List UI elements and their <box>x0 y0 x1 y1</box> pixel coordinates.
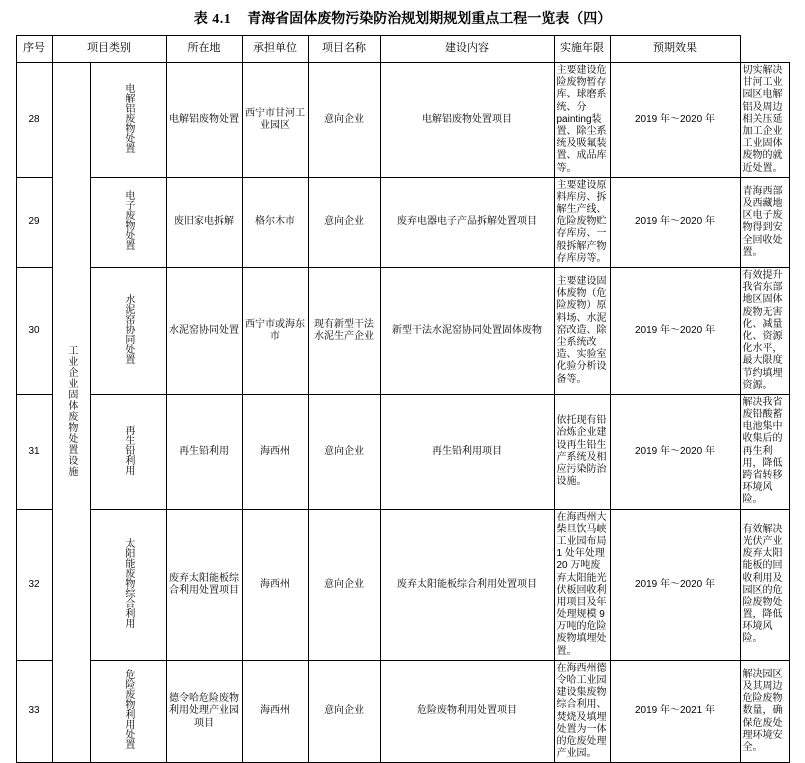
cell-unit: 意向企业 <box>308 177 380 267</box>
cell-unit: 意向企业 <box>308 394 380 509</box>
cell-seq: 33 <box>16 660 52 763</box>
cell-effect: 青海西部及西藏地区电子废物得到安全回收处置。 <box>740 177 789 267</box>
cell-period: 2019 年～2020 年 <box>610 63 740 178</box>
header-period: 实施年限 <box>554 36 610 63</box>
cell-location: 海西州 <box>242 394 308 509</box>
cell-effect: 解决我省废铅酸蓄电池集中收集后的再生利用，降低跨省转移环境风险。 <box>740 394 789 509</box>
table-title: 青海省固体废物污染防治规划期规划重点工程一览表（四） <box>247 10 612 26</box>
cell-subcategory: 水泥窑协同处置 <box>166 268 242 395</box>
table-caption <box>0 0 805 35</box>
table-row <box>16 660 789 763</box>
group-category-label: 工业企业固体废物处置设施 <box>65 344 77 477</box>
cell-location: 海西州 <box>242 660 308 763</box>
cell-seq: 28 <box>16 63 52 178</box>
cell-location: 西宁市或海东市 <box>242 268 308 395</box>
cell-period: 2019 年～2021 年 <box>610 660 740 763</box>
header-content: 建设内容 <box>380 36 554 63</box>
cell-content: 主要建设原料库房、拆解生产线、危险废物贮存库房、一般拆解产物存库房等。 <box>554 177 610 267</box>
cell-project: 危险废物利用处置项目 <box>380 660 554 763</box>
cell-project: 再生铅利用项目 <box>380 394 554 509</box>
table-row <box>16 268 789 395</box>
cell-period: 2019 年～2020 年 <box>610 268 740 395</box>
subcategory-vertical-label: 再生铅利用 <box>122 424 134 475</box>
cell-seq: 31 <box>16 394 52 509</box>
cell-effect: 解决园区及其周边危险废物数量，确保危废处理环境安全。 <box>740 660 789 763</box>
subcategory-vertical-label: 电子废物处置 <box>122 190 134 251</box>
table-row <box>16 63 789 178</box>
cell-seq: 29 <box>16 177 52 267</box>
table-row <box>16 177 789 267</box>
table-row <box>16 394 789 509</box>
main-table <box>16 35 790 763</box>
subcategory-vertical-label: 太阳能废物综合利用 <box>122 537 134 628</box>
cell-subcategory: 电解铝废物处置 <box>166 63 242 178</box>
cell-location: 格尔木市 <box>242 177 308 267</box>
cell-effect: 有效提升我省东部地区固体废物无害化、减量化、资源化水平，最大限度节约填埋资源。 <box>740 268 789 395</box>
header-project: 项目名称 <box>308 36 380 63</box>
cell-subcategory-vertical <box>90 63 166 178</box>
header-seq: 序号 <box>16 36 52 63</box>
cell-unit: 意向企业 <box>308 660 380 763</box>
cell-subcategory-vertical <box>90 509 166 660</box>
table-header-row <box>16 36 789 63</box>
cell-content: 主要建设危险废物暂存库、球磨系统、分painting装置、除尘系统及吸氟装置、成品库等。 <box>554 63 610 178</box>
header-category: 项目类别 <box>52 36 166 63</box>
cell-project: 废弃电器电子产品拆解处置项目 <box>380 177 554 267</box>
cell-subcategory: 废旧家电拆解 <box>166 177 242 267</box>
header-location: 所在地 <box>166 36 242 63</box>
cell-effect: 有效解决光伏产业废弃太阳能板的回收利用及园区的危险废物处置，降低环境风险。 <box>740 509 789 660</box>
cell-location: 海西州 <box>242 509 308 660</box>
subcategory-vertical-label: 危险废物利用处置 <box>122 669 134 750</box>
header-effect: 预期效果 <box>610 36 740 63</box>
subcategory-vertical-label: 电解铝废物处置 <box>122 82 134 153</box>
cell-effect: 切实解决甘河工业园区电解铝及周边相关压延加工企业工业固体废物的就近处置。 <box>740 63 789 178</box>
cell-content: 在海西州德令哈工业园建设集废物综合利用、焚烧及填埋处置为一体的危废处理产业园。 <box>554 660 610 763</box>
header-unit: 承担单位 <box>242 36 308 63</box>
cell-subcategory: 德令哈危险废物利用处理产业园项目 <box>166 660 242 763</box>
cell-period: 2019 年～2020 年 <box>610 177 740 267</box>
cell-content: 在海西州大柴旦饮马峡工业园布局 1 处年处理 20 万吨废弃太阳能光伏板回收利用项目及年处理规模 9 万吨的危险废物填埋处置。 <box>554 509 610 660</box>
cell-unit: 现有新型干法水泥生产企业 <box>308 268 380 395</box>
cell-seq: 30 <box>16 268 52 395</box>
cell-content: 依托现有铅冶炼企业建设再生铅生产系统及相应污染防治设施。 <box>554 394 610 509</box>
cell-unit: 意向企业 <box>308 509 380 660</box>
cell-subcategory-vertical <box>90 660 166 763</box>
cell-project: 废弃太阳能板综合利用处置项目 <box>380 509 554 660</box>
cell-subcategory-vertical <box>90 394 166 509</box>
cell-unit: 意向企业 <box>308 63 380 178</box>
subcategory-vertical-label: 水泥窑协同处置 <box>122 293 134 364</box>
cell-subcategory: 再生铅利用 <box>166 394 242 509</box>
cell-subcategory: 废弃太阳能板综合利用处置项目 <box>166 509 242 660</box>
cell-subcategory-vertical <box>90 177 166 267</box>
cell-project: 新型干法水泥窑协同处置固体废物 <box>380 268 554 395</box>
cell-subcategory-vertical <box>90 268 166 395</box>
cell-period: 2019 年～2020 年 <box>610 394 740 509</box>
table-row <box>16 509 789 660</box>
cell-seq: 32 <box>16 509 52 660</box>
cell-group-category <box>52 63 90 763</box>
table-number: 表 4.1 <box>193 12 232 27</box>
cell-location: 西宁市甘河工业园区 <box>242 63 308 178</box>
cell-period: 2019 年～2020 年 <box>610 509 740 660</box>
cell-project: 电解铝废物处置项目 <box>380 63 554 178</box>
cell-content: 主要建设固体废物（危险废物）原料场、水泥窑改造、除尘系统改造、实验室化验分析设备等。 <box>554 268 610 395</box>
